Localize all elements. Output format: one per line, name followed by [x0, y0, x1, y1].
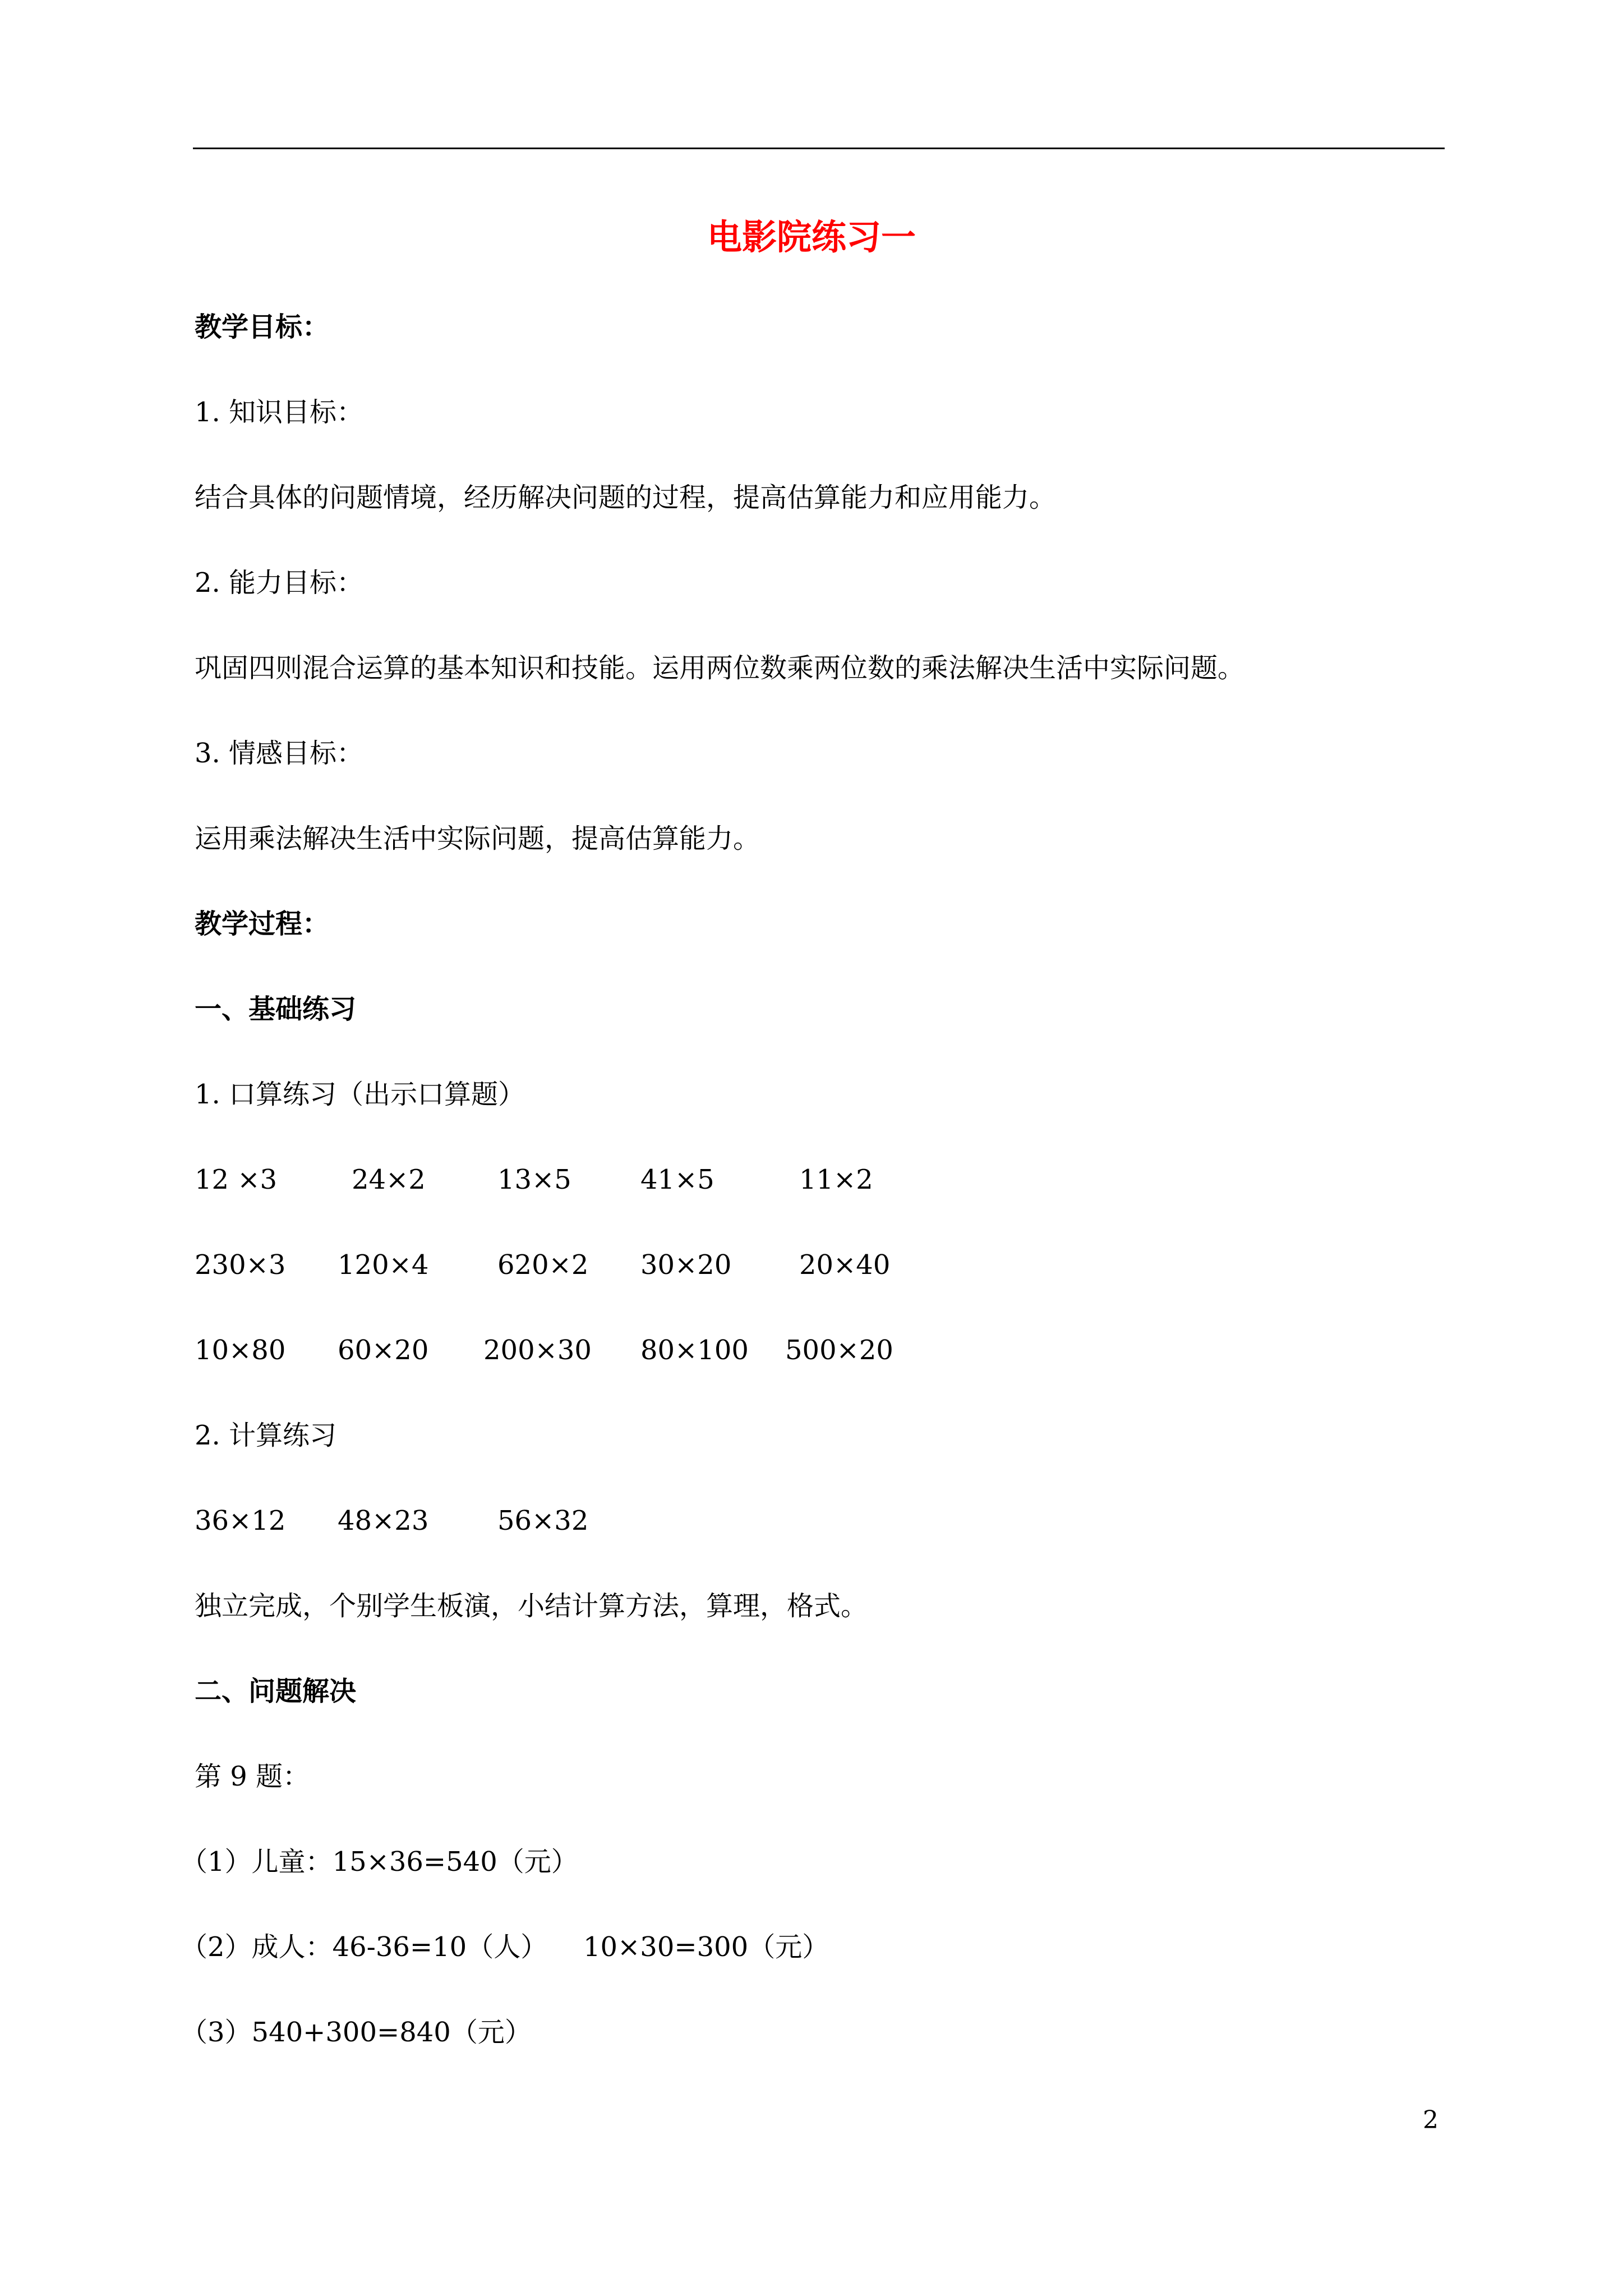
header-rule	[193, 148, 1445, 149]
oral-item: 80×100	[640, 1335, 749, 1366]
oral-item: 200×30	[483, 1335, 592, 1366]
oral-item: 41×5	[640, 1164, 714, 1195]
oral-item: 20×40	[799, 1249, 891, 1281]
objectives-heading: 教学目标：	[195, 311, 330, 343]
answer-1: （1）儿童：15×36=540（元）	[181, 1846, 578, 1878]
oral-item: 30×20	[640, 1249, 732, 1281]
calc-item: 48×23	[338, 1505, 429, 1536]
oral-item: 24×2	[352, 1164, 426, 1195]
answer-3: （3）540+300=840（元）	[181, 2017, 532, 2048]
oral-item: 13×5	[497, 1164, 571, 1195]
section-1-heading: 一、基础练习	[195, 993, 357, 1025]
oral-item: 11×2	[799, 1164, 873, 1195]
oral-item: 230×3	[195, 1249, 286, 1281]
section-2-heading: 二、问题解决	[195, 1676, 357, 1707]
objective-3-text: 运用乘法解决生活中实际问题，提高估算能力。	[195, 823, 760, 854]
process-heading: 教学过程：	[195, 908, 330, 940]
objective-2-text: 巩固四则混合运算的基本知识和技能。运用两位数乘两位数的乘法解决生活中实际问题。	[195, 652, 1245, 684]
oral-item: 12 ×3	[195, 1164, 278, 1195]
calc-practice-label: 2. 计算练习	[195, 1420, 337, 1451]
oral-item: 620×2	[497, 1249, 589, 1281]
problem-label: 第 9 题：	[195, 1761, 310, 1792]
oral-practice-label: 1. 口算练习（出示口算题）	[195, 1079, 525, 1110]
oral-item: 60×20	[338, 1335, 429, 1366]
calc-item: 56×32	[497, 1505, 589, 1536]
calc-item: 36×12	[195, 1505, 286, 1536]
objective-1-label: 1. 知识目标：	[195, 397, 364, 428]
answer-2a: （2）成人：46-36=10（人）	[181, 1931, 548, 1963]
objective-3-label: 3. 情感目标：	[195, 738, 364, 769]
oral-item: 10×80	[195, 1335, 286, 1366]
oral-item: 120×4	[338, 1249, 429, 1281]
calc-note: 独立完成，个别学生板演，小结计算方法，算理，格式。	[195, 1590, 868, 1622]
page-number: 2	[1423, 2106, 1438, 2134]
objective-1-text: 结合具体的问题情境，经历解决问题的过程，提高估算能力和应用能力。	[195, 482, 1057, 513]
page-title: 电影院练习一	[707, 217, 916, 257]
answer-2b: 10×30=300（元）	[583, 1931, 829, 1963]
oral-item: 500×20	[785, 1335, 893, 1366]
objective-2-label: 2. 能力目标：	[195, 567, 364, 599]
